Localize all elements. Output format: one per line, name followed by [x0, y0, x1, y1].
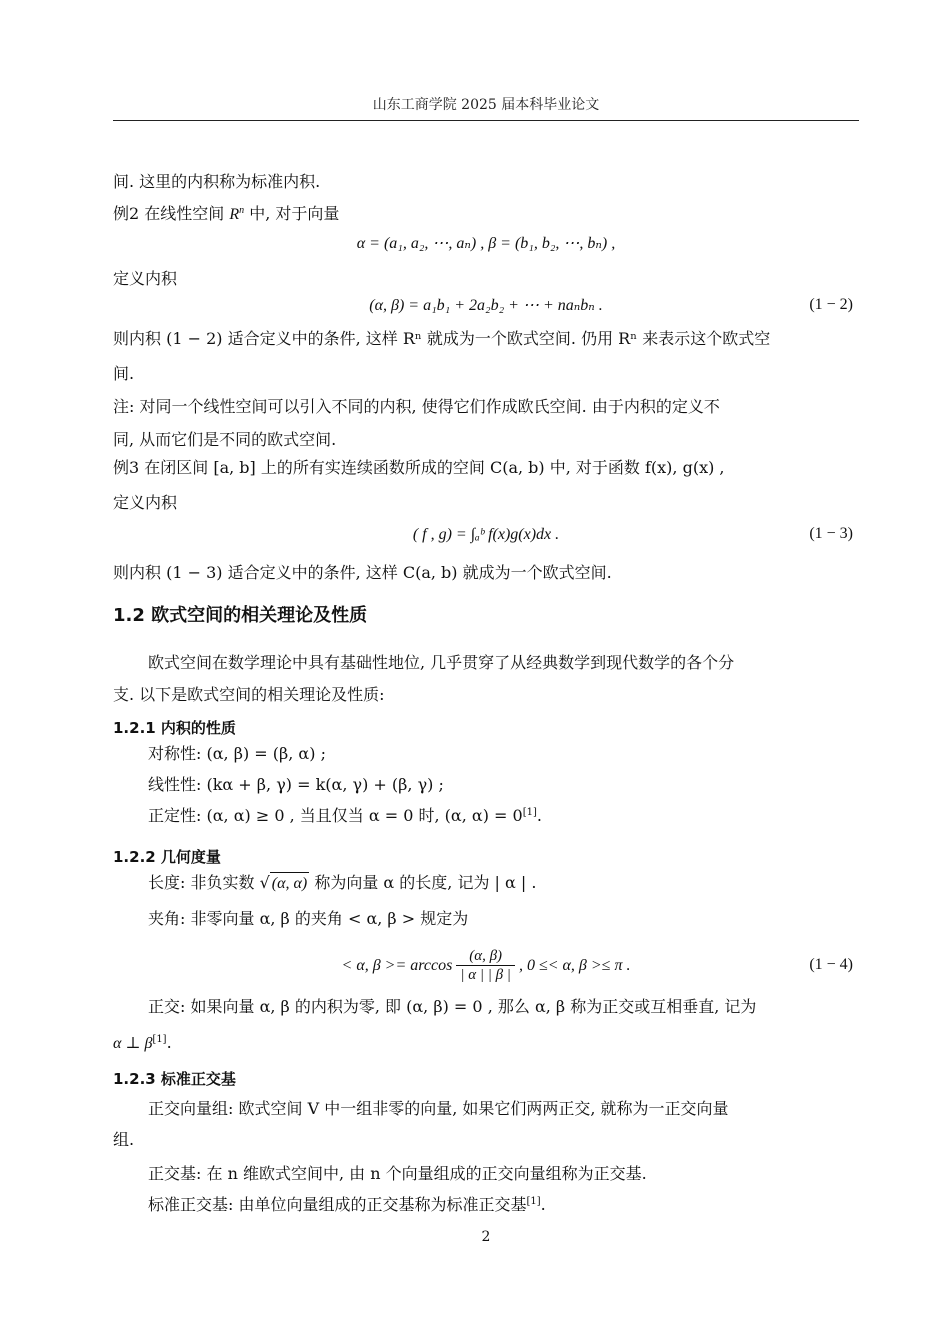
running-header: 山东工商学院 2025 届本科毕业论文: [372, 97, 600, 113]
citation: [1]: [522, 807, 537, 818]
subsection-heading: 1.2.1 内积的性质: [113, 719, 236, 737]
equation-right: , 0 ≤< α, β >≤ π .: [514, 957, 631, 974]
text-line: 则内积 (1 − 3) 适合定义中的条件, 这样 C(a, b) 就成为一个欧式空间.: [113, 563, 612, 582]
text-span: .: [536, 806, 542, 825]
subsection-heading: 1.2.3 标准正交基: [113, 1070, 236, 1088]
text-span: 长度: 非负实数: [148, 873, 260, 892]
equation-vectors: α = (a₁, a₂, ⋯, aₙ) , β = (b₁, b₂, ⋯, bₙ) ,: [356, 235, 616, 252]
angle-definition: 夹角: 非零向量 α, β 的夹角 < α, β > 规定为: [148, 909, 469, 928]
header-rule: [113, 120, 859, 121]
citation: [1]: [152, 1034, 167, 1045]
equation-left: < α, β >= arccos: [341, 957, 457, 974]
equation-number: (1 − 3): [809, 525, 853, 542]
text-line: 定义内积: [113, 269, 178, 288]
paragraph-line: 正交向量组: 欧式空间 V 中一组非零的向量, 如果它们两两正交, 就称为一正交向量: [148, 1099, 729, 1118]
citation: [1]: [526, 1196, 541, 1207]
equation-number: (1 − 4): [809, 956, 853, 973]
paragraph-line: [148, 1194, 859, 1216]
length-definition: [148, 872, 859, 895]
paragraph-line: 组.: [113, 1130, 135, 1149]
equation-body: ( f , g) = ∫ₐᵇ f(x)g(x)dx .: [412, 526, 560, 543]
fraction-denominator: | α | | β |: [460, 967, 511, 983]
page-number: 2: [481, 1229, 491, 1245]
property-symmetry: 对称性: (α, β) = (β, α) ;: [148, 744, 326, 763]
text-span: 正定性: (α, α) ≥ 0 , 当且仅当 α = 0 时, (α, α) = 0: [148, 806, 523, 825]
math-superscript: n: [239, 205, 245, 216]
text-span: 标准正交基: 由单位向量组成的正交基称为标准正交基: [148, 1195, 527, 1214]
example-2-intro: [113, 203, 859, 226]
equation-1-4: [113, 940, 859, 990]
math-expression: α ⊥ β: [113, 1035, 153, 1052]
equation-number: (1 − 2): [809, 296, 853, 313]
equation-1-3: [113, 523, 859, 546]
fraction-numerator: (α, β): [456, 947, 515, 966]
note-line: 注: 对同一个线性空间可以引入不同的内积, 使得它们作成欧氏空间. 由于内积的定义不: [113, 397, 720, 416]
sqrt-radicand: (α, α): [270, 872, 309, 895]
math-symbol: R: [229, 206, 240, 223]
fraction: [456, 947, 515, 984]
text-span: 中, 对于向量: [244, 204, 340, 223]
paragraph-line: 正交基: 在 n 维欧式空间中, 由 n 个向量组成的正交向量组称为正交基.: [148, 1164, 647, 1183]
paragraph-line: 欧式空间在数学理论中具有基础性地位, 几乎贯穿了从经典数学到现代数学的各个分: [148, 653, 735, 672]
text-span: .: [540, 1195, 546, 1214]
text-span: 称为向量 α 的长度, 记为 | α | .: [309, 873, 537, 892]
property-linearity: 线性性: (kα + β, γ) = k(α, γ) + (β, γ) ;: [148, 775, 444, 794]
sqrt-sign: √: [259, 873, 270, 892]
text-line: 间.: [113, 364, 135, 383]
text-span: 例2 在线性空间: [113, 204, 230, 223]
note-line: 同, 从而它们是不同的欧式空间.: [113, 430, 337, 449]
text-line: 间. 这里的内积称为标准内积.: [113, 172, 321, 191]
text-span: .: [166, 1033, 172, 1052]
section-heading: 1.2 欧式空间的相关理论及性质: [113, 605, 368, 626]
equation-1-2: [113, 294, 859, 317]
paragraph-line: 支. 以下是欧式空间的相关理论及性质:: [113, 685, 385, 704]
property-positive-definite: [148, 805, 859, 827]
equation-body: (α, β) = a₁b₁ + 2a₂b₂ + ⋯ + naₙbₙ .: [369, 297, 603, 314]
orthogonal-notation: [113, 1032, 859, 1055]
text-line: 则内积 (1 − 2) 适合定义中的条件, 这样 Rⁿ 就成为一个欧式空间. 仍用 Rⁿ 来表示这个欧式空: [113, 329, 771, 348]
example-3-intro: 例3 在闭区间 [a, b] 上的所有实连续函数所成的空间 C(a, b) 中, 对于函数 f(x), g(x) ,: [113, 458, 725, 477]
text-line: 定义内积: [113, 493, 178, 512]
orthogonal-definition: 正交: 如果向量 α, β 的内积为零, 即 (α, β) = 0 , 那么 α, β 称为正交或互相垂直, 记为: [148, 997, 757, 1016]
subsection-heading: 1.2.2 几何度量: [113, 848, 221, 866]
